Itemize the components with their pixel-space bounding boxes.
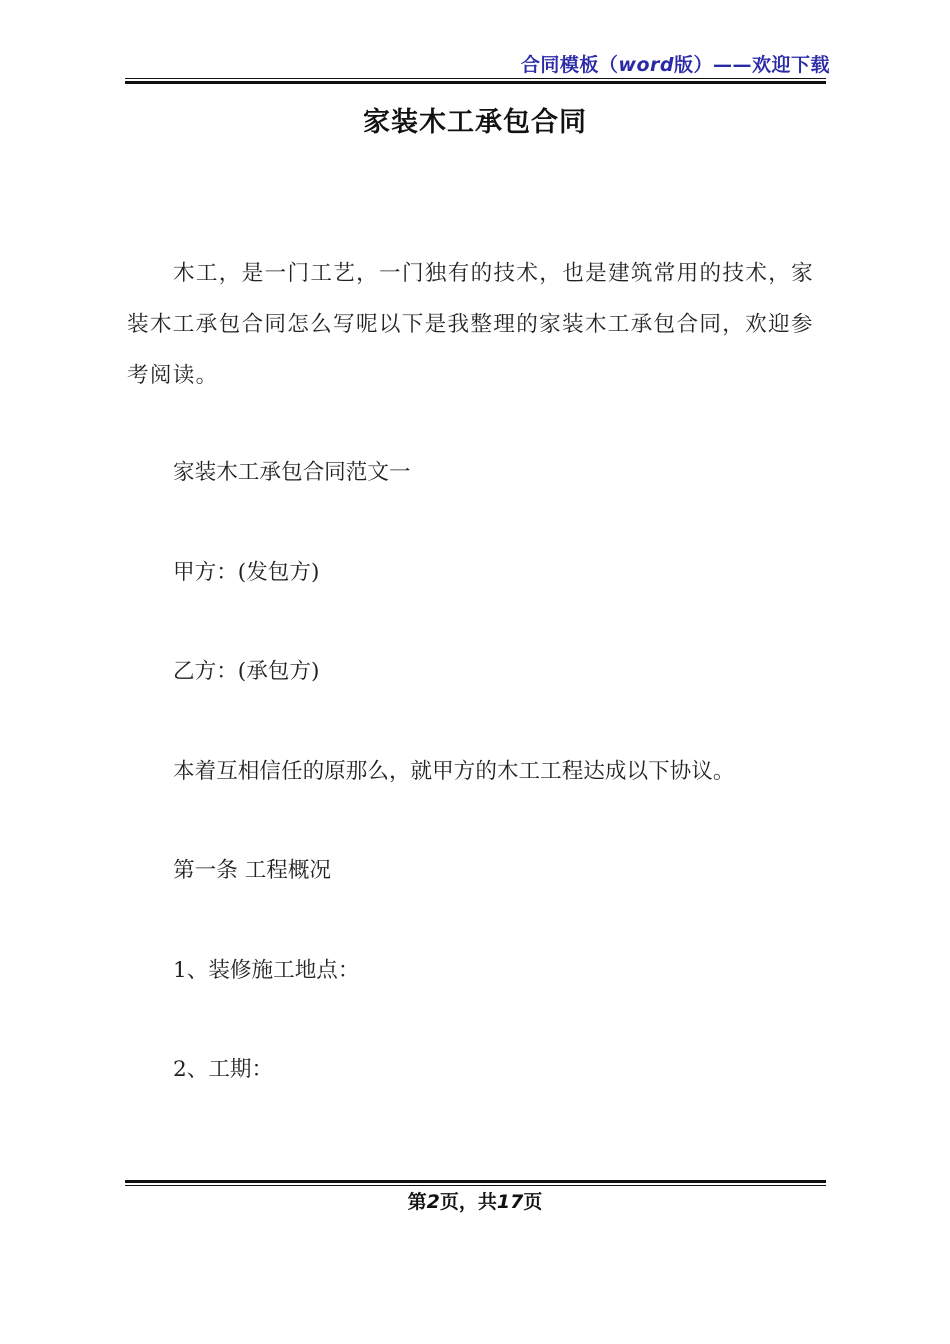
- item-2-line: 2、工期：: [173, 1057, 274, 1082]
- principle-line: 本着互相信任的原那么，就甲方的木工工程达成以下协议。: [173, 759, 735, 784]
- article-1-heading: 第一条 工程概况: [173, 858, 332, 883]
- party-a-line: 甲方：(发包方): [173, 560, 320, 585]
- header-rule-thin: [125, 78, 826, 79]
- header-caption: 合同模板（word版）——欢迎下载: [520, 54, 830, 76]
- footer-rule-thin: [125, 1185, 826, 1186]
- current-page-number: 2: [426, 1191, 440, 1213]
- item-1-line: 1、装修施工地点：: [173, 958, 360, 983]
- total-page-number: 17: [496, 1191, 524, 1213]
- party-b-line: 乙方：(承包方): [173, 659, 320, 684]
- intro-paragraph: 木工，是一门工艺，一门独有的技术，也是建筑常用的技术，家装木工承包合同怎么写呢以下是我整理的家装木工承包合同，欢迎参考阅读。: [127, 261, 815, 388]
- footer-rule-thick: [125, 1180, 826, 1183]
- page-number: 第2页，共17页: [407, 1191, 543, 1213]
- sample-heading: 家装木工承包合同范文一: [173, 460, 411, 485]
- document-title: 家装木工承包合同: [363, 107, 587, 138]
- header-word: word: [618, 54, 674, 76]
- header-rule-thick: [125, 81, 826, 84]
